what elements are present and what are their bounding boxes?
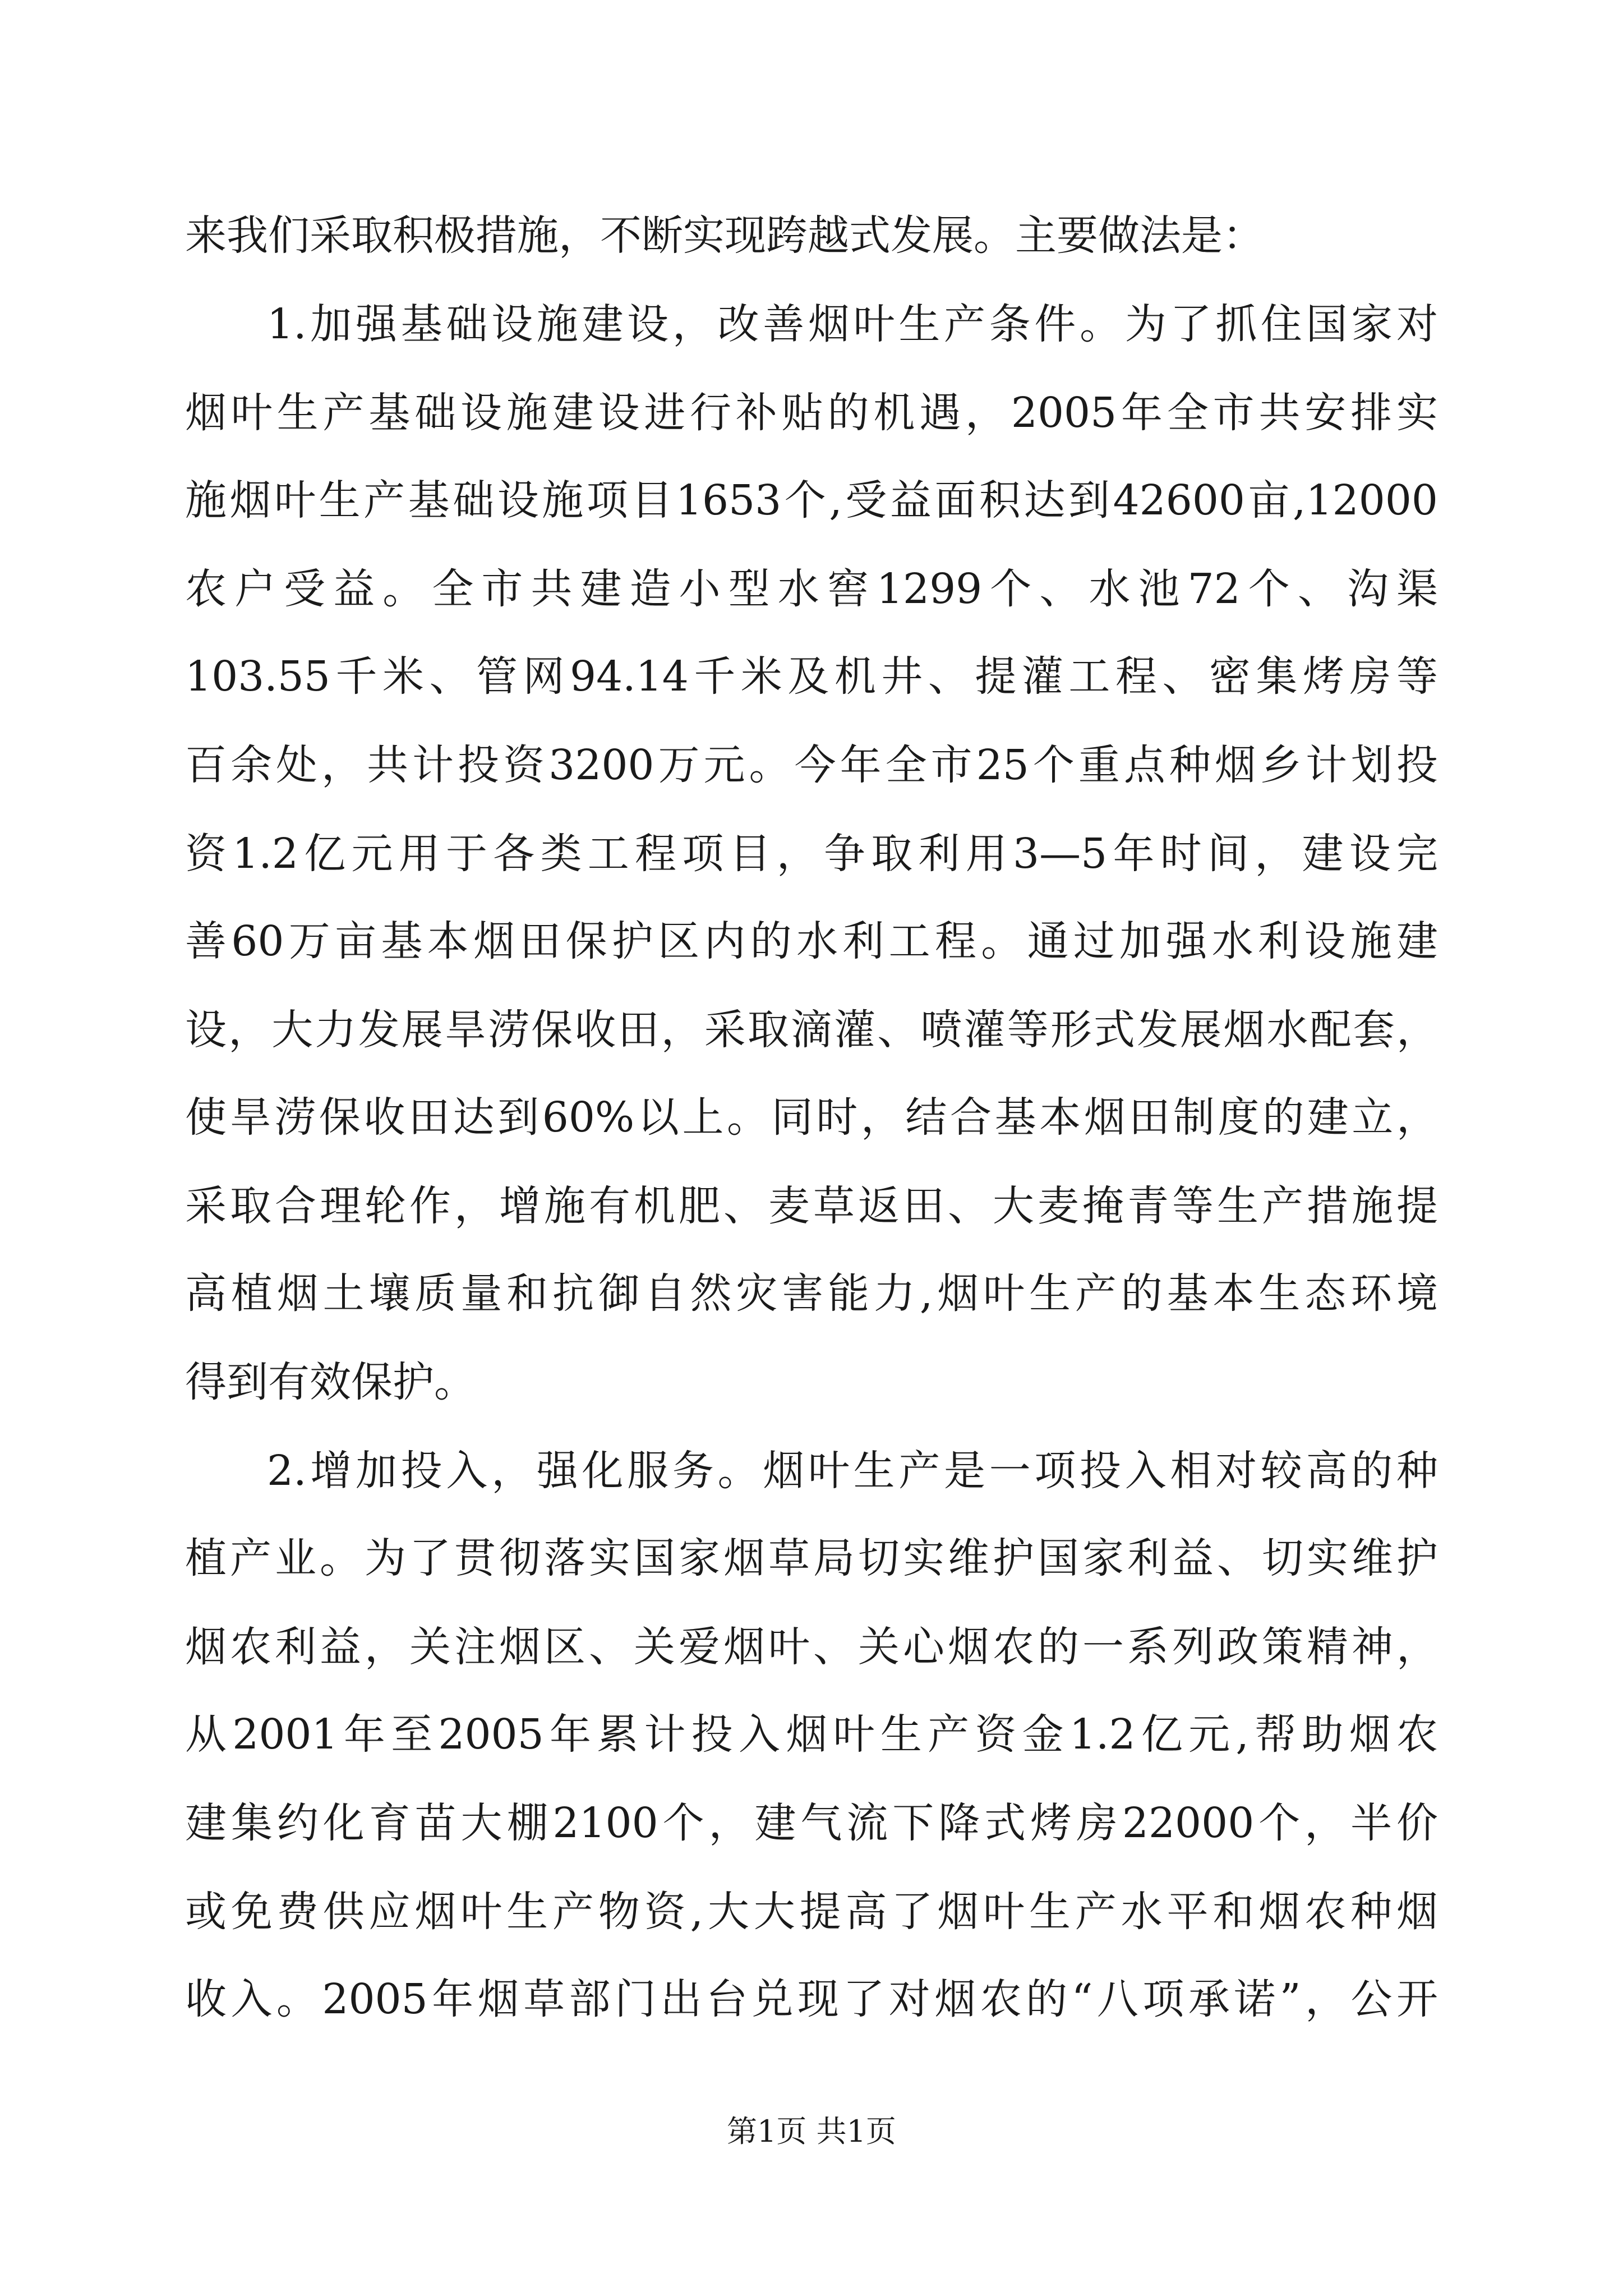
text-line-3: 烟叶生产基础设施建设进行补贴的机遇，2005年全市共安排实 — [185, 389, 1438, 437]
text-line-14: 得到有效保护。 — [185, 1358, 476, 1406]
text-line-15: 2.增加投入，强化服务。烟叶生产是一项投入相对较高的种 — [267, 1447, 1438, 1495]
text-line-9: 善60万亩基本烟田保护区内的水利工程。通过加强水利设施建 — [185, 917, 1438, 965]
page-footer: 第1页 共1页 — [727, 2114, 896, 2149]
text-line-13: 高植烟土壤质量和抗御自然灾害能力,烟叶生产的基本生态环境 — [185, 1269, 1438, 1318]
text-line-20: 或免费供应烟叶生产物资,大大提高了烟叶生产水平和烟农种烟 — [185, 1888, 1438, 1936]
text-line-18: 从2001年至2005年累计投入烟叶生产资金1.2亿元,帮助烟农 — [185, 1710, 1438, 1759]
text-line-2: 1.加强基础设施建设，改善烟叶生产条件。为了抓住国家对 — [267, 300, 1438, 348]
text-line-4: 施烟叶生产基础设施项目1653个,受益面积达到42600亩,12000 — [185, 476, 1438, 524]
text-line-17: 烟农利益，关注烟区、关爱烟叶、关心烟农的一系列政策精神， — [185, 1623, 1438, 1671]
text-line-8: 资1.2亿元用于各类工程项目，争取利用3—5年时间，建设完 — [185, 830, 1438, 878]
text-line-12: 采取合理轮作，增施有机肥、麦草返田、大麦掩青等生产措施提 — [185, 1182, 1438, 1230]
text-line-7: 百余处，共计投资3200万元。今年全市25个重点种烟乡计划投 — [185, 741, 1438, 789]
text-line-19: 建集约化育苗大棚2100个，建气流下降式烤房22000个，半价 — [185, 1799, 1438, 1847]
text-line-10: 设，大力发展旱涝保收田，采取滴灌、喷灌等形式发展烟水配套， — [185, 1006, 1438, 1054]
text-line-21: 收入。2005年烟草部门出台兑现了对烟农的“八项承诺”，公开 — [185, 1975, 1438, 2023]
text-line-1: 来我们采取积极措施，不断实现跨越式发展。主要做法是： — [185, 211, 1264, 260]
text-line-16: 植产业。为了贯彻落实国家烟草局切实维护国家利益、切实维护 — [185, 1534, 1438, 1582]
text-line-6: 103.55千米、管网94.14千米及机井、提灌工程、密集烤房等 — [185, 652, 1438, 701]
text-line-5: 农户受益。全市共建造小型水窖1299个、水池72个、沟渠 — [185, 565, 1438, 613]
text-line-11: 使旱涝保收田达到60%以上。同时，结合基本烟田制度的建立， — [185, 1093, 1438, 1142]
